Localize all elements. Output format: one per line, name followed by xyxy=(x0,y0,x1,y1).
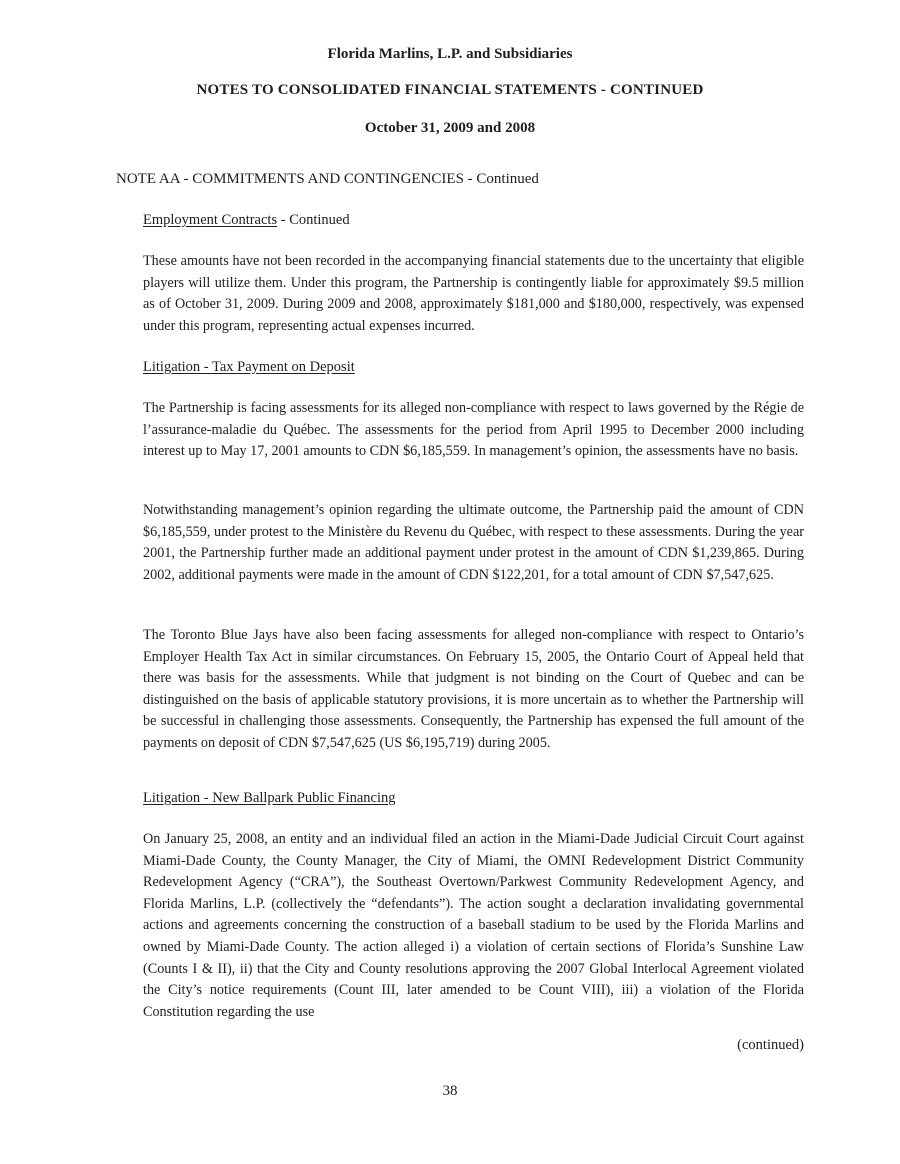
employment-contracts-heading-suffix: - Continued xyxy=(277,212,350,228)
company-name: Florida Marlins, L.P. and Subsidiaries xyxy=(327,46,573,62)
tax-payment-paragraph-2: Notwithstanding management’s opinion regarding the ultimate outcome, the Partnership paid the amount of CDN $6,185,559, under protest to the Ministère du Revenu du Québec, with respect to these assessments. During the year 2001, the Partnership further made an additional payment under protest in the amount of CDN $1,239,865. During 2002, additional payments were made in the amount of CDN $122,201, for a total amount of CDN $7,547,625. xyxy=(143,502,804,583)
employment-contracts-paragraph: These amounts have not been recorded in the accompanying financial statements due to the uncertainty that eligible players will utilize them. Under this program, the Partnership is contingently liable for approximately $9.5 million as of October 31, 2009. During 2009 and 2008, approximately $181,000 and $180,000, respectively, was expensed under this program, representing actual expenses incurred. xyxy=(143,253,804,334)
tax-payment-heading-text: Litigation - Tax Payment on Deposit xyxy=(143,359,355,375)
ballpark-financing-heading xyxy=(143,790,396,807)
tax-payment-paragraph-3: The Toronto Blue Jays have also been facing assessments for alleged non-compliance with respect to Ontario’s Employer Health Tax Act in similar circumstances. On February 15, 2005, the Ontario Court of Appeal held that there was basis for the assessments. While that judgment is not binding on the Court of Quebec and can be distinguished on the basis of applicable statutory provisions, it is more uncertain as to whether the Partnership will be successful in challenging those assessments. Consequently, the Partnership has expensed the full amount of the payments on deposit of CDN $7,547,625 (US $6,195,719) during 2005. xyxy=(143,627,804,751)
ballpark-financing-paragraph: On January 25, 2008, an entity and an individual filed an action in the Miami-Dade Judicial Circuit Court against Miami-Dade County, the County Manager, the City of Miami, the OMNI Redevelopment District Community Redevelopment Agency (“CRA”), the Southeast Overtown/Parkwest Community Redevelopment Agency, and Florida Marlins, L.P. (collectively the “defendants”). The action sought a declaration invalidating governmental actions and agreements concerning the construction of a baseball stadium to be used by the Florida Marlins and owned by Miami-Dade County. The action alleged i) a violation of certain sections of Florida’s Sunshine Law (Counts I & II), ii) that the City and County resolutions approving the 2007 Global Interlocal Agreement violated the City’s notice requirements (Count III, later amended to be Count VIII), iii) a violation of the Florida Constitution regarding the use xyxy=(143,831,804,1020)
page-title: NOTES TO CONSOLIDATED FINANCIAL STATEMENTS - CONTINUED xyxy=(196,82,704,98)
employment-contracts-heading xyxy=(143,212,350,229)
tax-payment-paragraph-1: The Partnership is facing assessments for its alleged non-compliance with respect to laws governed by the Régie de l’assurance-maladie du Québec. The assessments for the period from April 1995 to December 2000 including interest up to May 17, 2001 amounts to CDN $6,185,559. In management’s opinion, the assessments have no basis. xyxy=(143,400,804,460)
ballpark-financing-heading-text: Litigation - New Ballpark Public Financing xyxy=(143,790,396,806)
statement-date: October 31, 2009 and 2008 xyxy=(364,120,536,136)
page-number: 38 xyxy=(442,1083,458,1099)
tax-payment-heading xyxy=(143,359,355,376)
note-title: NOTE AA - COMMITMENTS AND CONTINGENCIES - Continued xyxy=(116,171,539,187)
employment-contracts-heading-underlined: Employment Contracts xyxy=(143,212,278,228)
continued-note: (continued) xyxy=(737,1037,804,1053)
